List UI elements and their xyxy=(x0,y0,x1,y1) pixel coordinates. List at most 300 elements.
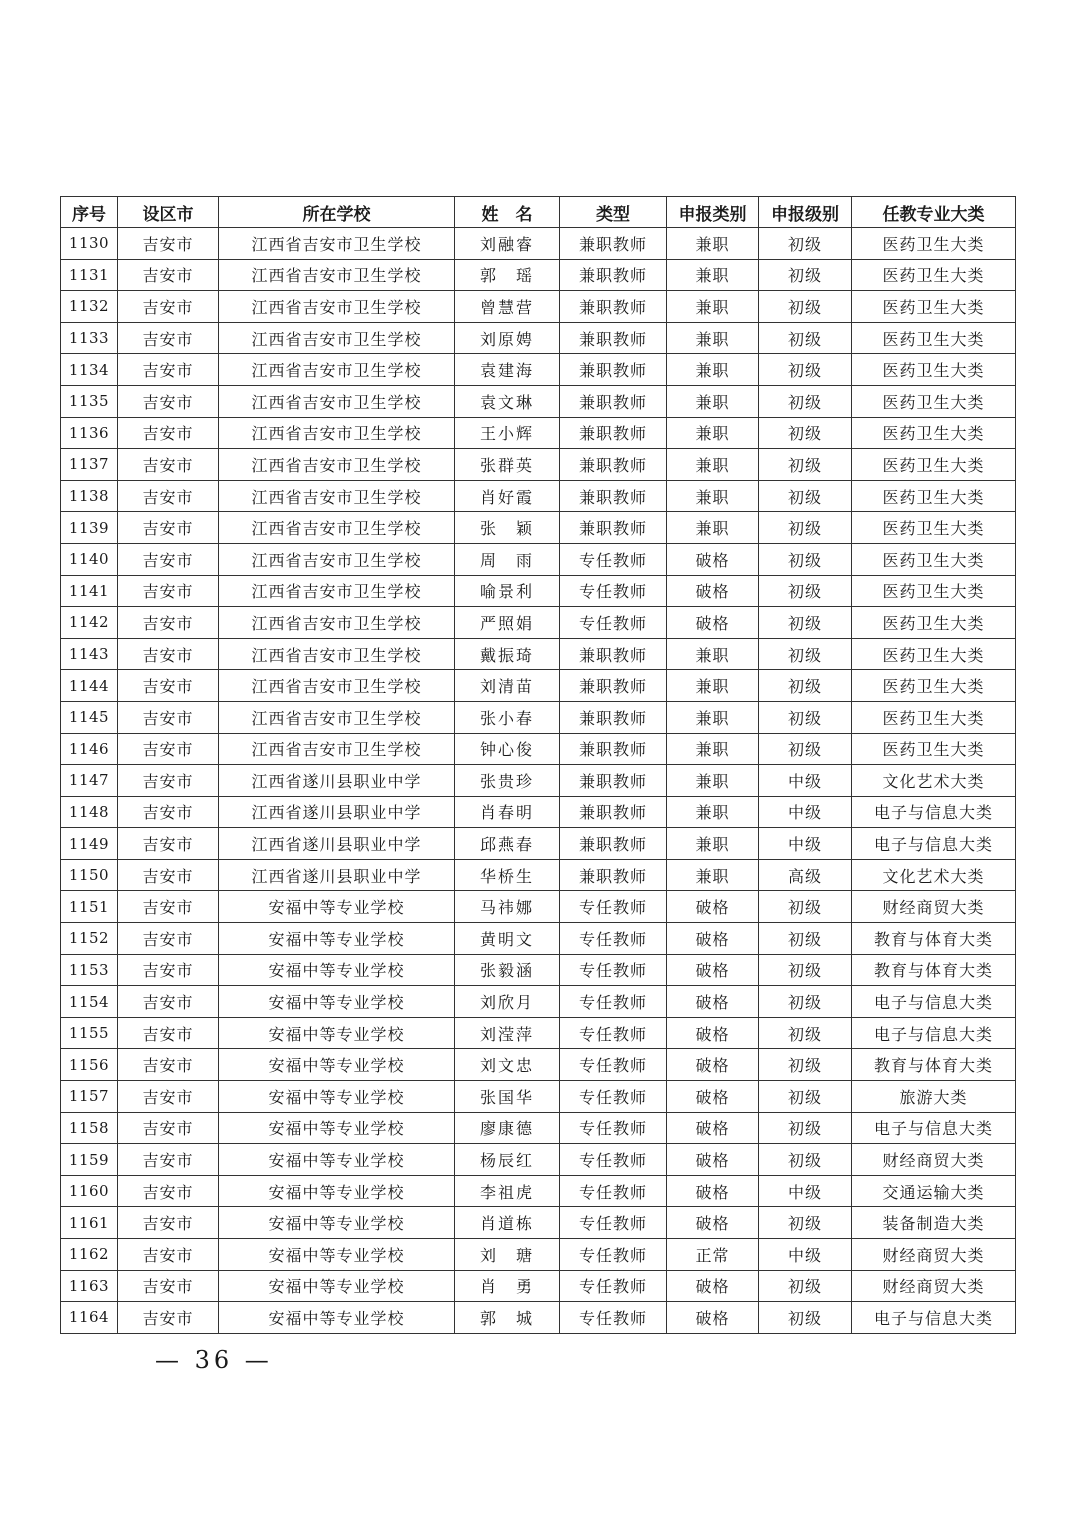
cell-major-category: 财经商贸大类 xyxy=(852,1270,1016,1302)
cell-apply-level: 中级 xyxy=(759,1175,852,1207)
table-row xyxy=(61,733,1016,765)
cell-name: 肖好霞 xyxy=(455,480,560,512)
cell-apply-level: 高级 xyxy=(759,859,852,891)
cell-seq: 1152 xyxy=(61,923,118,955)
cell-seq: 1151 xyxy=(61,891,118,923)
cell-name: 曾慧营 xyxy=(455,291,560,323)
cell-apply-level: 初级 xyxy=(759,1302,852,1334)
cell-seq: 1130 xyxy=(61,228,118,260)
cell-seq: 1164 xyxy=(61,1302,118,1334)
cell-apply-level: 初级 xyxy=(759,385,852,417)
table-row xyxy=(61,1207,1016,1239)
cell-apply-level: 中级 xyxy=(759,765,852,797)
cell-type: 兼职教师 xyxy=(560,796,667,828)
cell-school: 江西省吉安市卫生学校 xyxy=(219,543,455,575)
cell-name: 郭 城 xyxy=(455,1302,560,1334)
cell-type: 兼职教师 xyxy=(560,828,667,860)
cell-apply-category: 兼职 xyxy=(667,417,759,449)
cell-type: 兼职教师 xyxy=(560,480,667,512)
cell-seq: 1156 xyxy=(61,1049,118,1081)
cell-apply-category: 兼职 xyxy=(667,228,759,260)
table-row xyxy=(61,954,1016,986)
cell-name: 肖道栋 xyxy=(455,1207,560,1239)
cell-apply-category: 兼职 xyxy=(667,828,759,860)
cell-apply-category: 兼职 xyxy=(667,354,759,386)
cell-apply-category: 破格 xyxy=(667,1017,759,1049)
cell-name: 邱燕春 xyxy=(455,828,560,860)
cell-major-category: 医药卫生大类 xyxy=(852,512,1016,544)
cell-name: 华桥生 xyxy=(455,859,560,891)
cell-name: 刘原娉 xyxy=(455,322,560,354)
cell-name: 郭 瑶 xyxy=(455,259,560,291)
table-row xyxy=(61,228,1016,260)
cell-type: 兼职教师 xyxy=(560,733,667,765)
cell-apply-level: 初级 xyxy=(759,259,852,291)
cell-name: 袁建海 xyxy=(455,354,560,386)
table-row xyxy=(61,607,1016,639)
cell-apply-category: 兼职 xyxy=(667,638,759,670)
cell-type: 兼职教师 xyxy=(560,449,667,481)
cell-school: 江西省遂川县职业中学 xyxy=(219,859,455,891)
cell-city: 吉安市 xyxy=(118,1270,219,1302)
cell-apply-level: 初级 xyxy=(759,354,852,386)
cell-major-category: 医药卫生大类 xyxy=(852,354,1016,386)
cell-school: 安福中等专业学校 xyxy=(219,891,455,923)
cell-name: 黄明文 xyxy=(455,923,560,955)
cell-city: 吉安市 xyxy=(118,1239,219,1271)
cell-seq: 1137 xyxy=(61,449,118,481)
cell-school: 江西省吉安市卫生学校 xyxy=(219,512,455,544)
cell-seq: 1162 xyxy=(61,1239,118,1271)
cell-apply-category: 破格 xyxy=(667,1270,759,1302)
cell-school: 安福中等专业学校 xyxy=(219,1049,455,1081)
header-school: 所在学校 xyxy=(219,197,455,228)
page-number: — 36 — xyxy=(155,1346,273,1374)
cell-type: 专任教师 xyxy=(560,1270,667,1302)
cell-apply-category: 破格 xyxy=(667,1302,759,1334)
cell-major-category: 教育与体育大类 xyxy=(852,954,1016,986)
cell-school: 江西省遂川县职业中学 xyxy=(219,828,455,860)
cell-type: 专任教师 xyxy=(560,891,667,923)
cell-school: 江西省吉安市卫生学校 xyxy=(219,291,455,323)
cell-seq: 1161 xyxy=(61,1207,118,1239)
cell-city: 吉安市 xyxy=(118,607,219,639)
cell-school: 安福中等专业学校 xyxy=(219,1270,455,1302)
cell-major-category: 医药卫生大类 xyxy=(852,417,1016,449)
cell-city: 吉安市 xyxy=(118,891,219,923)
table-row xyxy=(61,859,1016,891)
cell-seq: 1138 xyxy=(61,480,118,512)
cell-city: 吉安市 xyxy=(118,701,219,733)
cell-type: 专任教师 xyxy=(560,607,667,639)
cell-name: 刘文忠 xyxy=(455,1049,560,1081)
cell-city: 吉安市 xyxy=(118,954,219,986)
cell-apply-level: 初级 xyxy=(759,701,852,733)
cell-school: 安福中等专业学校 xyxy=(219,1302,455,1334)
cell-school: 安福中等专业学校 xyxy=(219,923,455,955)
cell-apply-level: 初级 xyxy=(759,480,852,512)
cell-city: 吉安市 xyxy=(118,1112,219,1144)
cell-school: 江西省遂川县职业中学 xyxy=(219,796,455,828)
cell-apply-category: 兼职 xyxy=(667,859,759,891)
cell-seq: 1148 xyxy=(61,796,118,828)
cell-type: 专任教师 xyxy=(560,575,667,607)
table-body xyxy=(61,228,1016,1334)
cell-type: 兼职教师 xyxy=(560,385,667,417)
cell-name: 刘融睿 xyxy=(455,228,560,260)
table-row xyxy=(61,480,1016,512)
cell-name: 严照娟 xyxy=(455,607,560,639)
cell-name: 张毅涵 xyxy=(455,954,560,986)
cell-seq: 1153 xyxy=(61,954,118,986)
cell-seq: 1143 xyxy=(61,638,118,670)
cell-apply-level: 初级 xyxy=(759,575,852,607)
header-city: 设区市 xyxy=(118,197,219,228)
cell-name: 张小春 xyxy=(455,701,560,733)
cell-apply-level: 初级 xyxy=(759,291,852,323)
cell-school: 江西省吉安市卫生学校 xyxy=(219,417,455,449)
table-row xyxy=(61,1049,1016,1081)
cell-type: 兼职教师 xyxy=(560,291,667,323)
cell-name: 马祎娜 xyxy=(455,891,560,923)
cell-type: 兼职教师 xyxy=(560,417,667,449)
cell-seq: 1159 xyxy=(61,1144,118,1176)
cell-city: 吉安市 xyxy=(118,575,219,607)
cell-apply-category: 兼职 xyxy=(667,733,759,765)
cell-school: 安福中等专业学校 xyxy=(219,1175,455,1207)
cell-type: 专任教师 xyxy=(560,1239,667,1271)
cell-name: 杨辰红 xyxy=(455,1144,560,1176)
cell-name: 肖春明 xyxy=(455,796,560,828)
cell-name: 刘 瑭 xyxy=(455,1239,560,1271)
cell-name: 肖 勇 xyxy=(455,1270,560,1302)
cell-city: 吉安市 xyxy=(118,765,219,797)
header-seq: 序号 xyxy=(61,197,118,228)
cell-school: 安福中等专业学校 xyxy=(219,1144,455,1176)
cell-city: 吉安市 xyxy=(118,1081,219,1113)
cell-type: 专任教师 xyxy=(560,1144,667,1176)
cell-apply-level: 初级 xyxy=(759,923,852,955)
table-row xyxy=(61,543,1016,575)
cell-school: 江西省吉安市卫生学校 xyxy=(219,322,455,354)
cell-seq: 1141 xyxy=(61,575,118,607)
cell-type: 兼职教师 xyxy=(560,765,667,797)
cell-city: 吉安市 xyxy=(118,1049,219,1081)
cell-school: 江西省吉安市卫生学校 xyxy=(219,385,455,417)
table-row xyxy=(61,701,1016,733)
cell-apply-category: 破格 xyxy=(667,1175,759,1207)
cell-name: 刘欣月 xyxy=(455,986,560,1018)
cell-apply-level: 初级 xyxy=(759,1081,852,1113)
cell-name: 李祖虎 xyxy=(455,1175,560,1207)
cell-type: 专任教师 xyxy=(560,1049,667,1081)
table-row xyxy=(61,1017,1016,1049)
cell-major-category: 财经商贸大类 xyxy=(852,891,1016,923)
cell-name: 喻景利 xyxy=(455,575,560,607)
cell-name: 张 颖 xyxy=(455,512,560,544)
table-row xyxy=(61,1239,1016,1271)
cell-school: 江西省吉安市卫生学校 xyxy=(219,670,455,702)
cell-major-category: 教育与体育大类 xyxy=(852,1049,1016,1081)
cell-apply-level: 初级 xyxy=(759,638,852,670)
cell-apply-level: 初级 xyxy=(759,449,852,481)
cell-apply-level: 初级 xyxy=(759,1112,852,1144)
cell-type: 专任教师 xyxy=(560,1302,667,1334)
table-header-row xyxy=(61,197,1016,228)
cell-major-category: 医药卫生大类 xyxy=(852,543,1016,575)
cell-major-category: 医药卫生大类 xyxy=(852,733,1016,765)
cell-type: 兼职教师 xyxy=(560,512,667,544)
cell-seq: 1149 xyxy=(61,828,118,860)
table-row xyxy=(61,1302,1016,1334)
cell-city: 吉安市 xyxy=(118,1017,219,1049)
header-type: 类型 xyxy=(560,197,667,228)
header-apply-category: 申报类别 xyxy=(667,197,759,228)
cell-name: 廖康德 xyxy=(455,1112,560,1144)
table-row xyxy=(61,923,1016,955)
table-row xyxy=(61,512,1016,544)
cell-city: 吉安市 xyxy=(118,859,219,891)
cell-seq: 1133 xyxy=(61,322,118,354)
cell-major-category: 财经商贸大类 xyxy=(852,1239,1016,1271)
cell-seq: 1160 xyxy=(61,1175,118,1207)
cell-city: 吉安市 xyxy=(118,986,219,1018)
cell-major-category: 文化艺术大类 xyxy=(852,765,1016,797)
cell-seq: 1158 xyxy=(61,1112,118,1144)
cell-city: 吉安市 xyxy=(118,1144,219,1176)
cell-city: 吉安市 xyxy=(118,291,219,323)
cell-school: 江西省吉安市卫生学校 xyxy=(219,607,455,639)
table-row xyxy=(61,1081,1016,1113)
cell-city: 吉安市 xyxy=(118,449,219,481)
cell-apply-category: 破格 xyxy=(667,1049,759,1081)
cell-school: 江西省吉安市卫生学校 xyxy=(219,449,455,481)
cell-apply-category: 兼职 xyxy=(667,449,759,481)
cell-apply-category: 破格 xyxy=(667,1144,759,1176)
cell-seq: 1132 xyxy=(61,291,118,323)
cell-type: 专任教师 xyxy=(560,954,667,986)
table-row xyxy=(61,1112,1016,1144)
table-row xyxy=(61,575,1016,607)
cell-apply-level: 初级 xyxy=(759,670,852,702)
cell-major-category: 财经商贸大类 xyxy=(852,1144,1016,1176)
cell-type: 兼职教师 xyxy=(560,354,667,386)
table-row xyxy=(61,1270,1016,1302)
cell-apply-category: 破格 xyxy=(667,1207,759,1239)
cell-city: 吉安市 xyxy=(118,385,219,417)
cell-major-category: 文化艺术大类 xyxy=(852,859,1016,891)
cell-type: 兼职教师 xyxy=(560,322,667,354)
table-row xyxy=(61,891,1016,923)
table-row xyxy=(61,1175,1016,1207)
cell-type: 兼职教师 xyxy=(560,259,667,291)
cell-major-category: 医药卫生大类 xyxy=(852,259,1016,291)
table-row xyxy=(61,638,1016,670)
cell-seq: 1131 xyxy=(61,259,118,291)
cell-seq: 1146 xyxy=(61,733,118,765)
cell-school: 江西省遂川县职业中学 xyxy=(219,765,455,797)
table-row xyxy=(61,354,1016,386)
table-row xyxy=(61,1144,1016,1176)
cell-city: 吉安市 xyxy=(118,512,219,544)
cell-major-category: 电子与信息大类 xyxy=(852,986,1016,1018)
cell-seq: 1155 xyxy=(61,1017,118,1049)
cell-apply-level: 初级 xyxy=(759,543,852,575)
cell-apply-level: 初级 xyxy=(759,512,852,544)
cell-apply-category: 破格 xyxy=(667,1081,759,1113)
table-row xyxy=(61,986,1016,1018)
cell-major-category: 电子与信息大类 xyxy=(852,1017,1016,1049)
cell-apply-level: 初级 xyxy=(759,1017,852,1049)
cell-apply-level: 中级 xyxy=(759,828,852,860)
header-name: 姓 名 xyxy=(455,197,560,228)
cell-major-category: 旅游大类 xyxy=(852,1081,1016,1113)
cell-seq: 1150 xyxy=(61,859,118,891)
cell-apply-category: 兼职 xyxy=(667,701,759,733)
cell-seq: 1157 xyxy=(61,1081,118,1113)
cell-major-category: 医药卫生大类 xyxy=(852,228,1016,260)
cell-major-category: 交通运输大类 xyxy=(852,1175,1016,1207)
cell-apply-category: 正常 xyxy=(667,1239,759,1271)
cell-type: 兼职教师 xyxy=(560,859,667,891)
cell-apply-level: 初级 xyxy=(759,607,852,639)
cell-apply-category: 破格 xyxy=(667,607,759,639)
cell-city: 吉安市 xyxy=(118,638,219,670)
cell-apply-category: 兼职 xyxy=(667,480,759,512)
cell-name: 张贵珍 xyxy=(455,765,560,797)
cell-seq: 1139 xyxy=(61,512,118,544)
cell-apply-category: 破格 xyxy=(667,575,759,607)
cell-school: 江西省吉安市卫生学校 xyxy=(219,701,455,733)
cell-city: 吉安市 xyxy=(118,354,219,386)
table-row xyxy=(61,765,1016,797)
cell-city: 吉安市 xyxy=(118,828,219,860)
cell-type: 专任教师 xyxy=(560,1081,667,1113)
cell-apply-category: 兼职 xyxy=(667,291,759,323)
cell-school: 江西省吉安市卫生学校 xyxy=(219,480,455,512)
cell-name: 王小辉 xyxy=(455,417,560,449)
cell-apply-category: 破格 xyxy=(667,986,759,1018)
cell-apply-category: 破格 xyxy=(667,1112,759,1144)
cell-name: 刘清苗 xyxy=(455,670,560,702)
cell-name: 刘滢萍 xyxy=(455,1017,560,1049)
cell-city: 吉安市 xyxy=(118,1302,219,1334)
cell-city: 吉安市 xyxy=(118,259,219,291)
cell-school: 安福中等专业学校 xyxy=(219,1112,455,1144)
cell-type: 专任教师 xyxy=(560,1175,667,1207)
cell-apply-level: 初级 xyxy=(759,322,852,354)
cell-type: 专任教师 xyxy=(560,986,667,1018)
table-row xyxy=(61,828,1016,860)
table-row xyxy=(61,417,1016,449)
table-row xyxy=(61,796,1016,828)
table-row xyxy=(61,670,1016,702)
cell-apply-level: 初级 xyxy=(759,1270,852,1302)
cell-name: 戴振琦 xyxy=(455,638,560,670)
cell-apply-category: 兼职 xyxy=(667,670,759,702)
cell-apply-category: 兼职 xyxy=(667,796,759,828)
cell-major-category: 医药卫生大类 xyxy=(852,385,1016,417)
cell-major-category: 装备制造大类 xyxy=(852,1207,1016,1239)
cell-major-category: 教育与体育大类 xyxy=(852,923,1016,955)
cell-apply-level: 中级 xyxy=(759,796,852,828)
cell-name: 张国华 xyxy=(455,1081,560,1113)
cell-major-category: 医药卫生大类 xyxy=(852,638,1016,670)
cell-type: 专任教师 xyxy=(560,1207,667,1239)
cell-apply-category: 破格 xyxy=(667,543,759,575)
cell-school: 江西省吉安市卫生学校 xyxy=(219,354,455,386)
cell-school: 安福中等专业学校 xyxy=(219,954,455,986)
cell-apply-category: 兼职 xyxy=(667,512,759,544)
cell-school: 江西省吉安市卫生学校 xyxy=(219,638,455,670)
cell-seq: 1136 xyxy=(61,417,118,449)
cell-apply-level: 初级 xyxy=(759,891,852,923)
table-row xyxy=(61,322,1016,354)
cell-school: 江西省吉安市卫生学校 xyxy=(219,228,455,260)
cell-type: 兼职教师 xyxy=(560,638,667,670)
cell-apply-category: 破格 xyxy=(667,923,759,955)
cell-apply-category: 兼职 xyxy=(667,322,759,354)
cell-type: 专任教师 xyxy=(560,543,667,575)
cell-name: 周 雨 xyxy=(455,543,560,575)
cell-major-category: 医药卫生大类 xyxy=(852,607,1016,639)
cell-apply-category: 兼职 xyxy=(667,385,759,417)
cell-apply-category: 兼职 xyxy=(667,259,759,291)
cell-city: 吉安市 xyxy=(118,1207,219,1239)
cell-major-category: 医药卫生大类 xyxy=(852,291,1016,323)
cell-major-category: 医药卫生大类 xyxy=(852,701,1016,733)
table-row xyxy=(61,291,1016,323)
table-row xyxy=(61,259,1016,291)
cell-seq: 1147 xyxy=(61,765,118,797)
cell-apply-level: 初级 xyxy=(759,986,852,1018)
cell-seq: 1134 xyxy=(61,354,118,386)
cell-major-category: 医药卫生大类 xyxy=(852,322,1016,354)
cell-city: 吉安市 xyxy=(118,480,219,512)
cell-type: 兼职教师 xyxy=(560,228,667,260)
cell-school: 江西省吉安市卫生学校 xyxy=(219,733,455,765)
cell-name: 张群英 xyxy=(455,449,560,481)
cell-apply-level: 初级 xyxy=(759,954,852,986)
cell-apply-level: 初级 xyxy=(759,1144,852,1176)
cell-major-category: 医药卫生大类 xyxy=(852,670,1016,702)
cell-major-category: 医药卫生大类 xyxy=(852,480,1016,512)
cell-city: 吉安市 xyxy=(118,543,219,575)
cell-apply-level: 初级 xyxy=(759,1207,852,1239)
cell-school: 安福中等专业学校 xyxy=(219,1239,455,1271)
cell-name: 钟心俊 xyxy=(455,733,560,765)
cell-major-category: 电子与信息大类 xyxy=(852,828,1016,860)
cell-city: 吉安市 xyxy=(118,733,219,765)
header-major-category: 任教专业大类 xyxy=(852,197,1016,228)
cell-apply-level: 初级 xyxy=(759,417,852,449)
cell-seq: 1145 xyxy=(61,701,118,733)
table-row xyxy=(61,385,1016,417)
cell-apply-level: 初级 xyxy=(759,1049,852,1081)
cell-name: 袁文琳 xyxy=(455,385,560,417)
cell-type: 兼职教师 xyxy=(560,670,667,702)
cell-school: 安福中等专业学校 xyxy=(219,1017,455,1049)
cell-city: 吉安市 xyxy=(118,417,219,449)
cell-city: 吉安市 xyxy=(118,796,219,828)
cell-type: 专任教师 xyxy=(560,923,667,955)
cell-school: 安福中等专业学校 xyxy=(219,986,455,1018)
cell-city: 吉安市 xyxy=(118,322,219,354)
cell-major-category: 医药卫生大类 xyxy=(852,449,1016,481)
cell-seq: 1135 xyxy=(61,385,118,417)
cell-apply-category: 兼职 xyxy=(667,765,759,797)
cell-seq: 1154 xyxy=(61,986,118,1018)
